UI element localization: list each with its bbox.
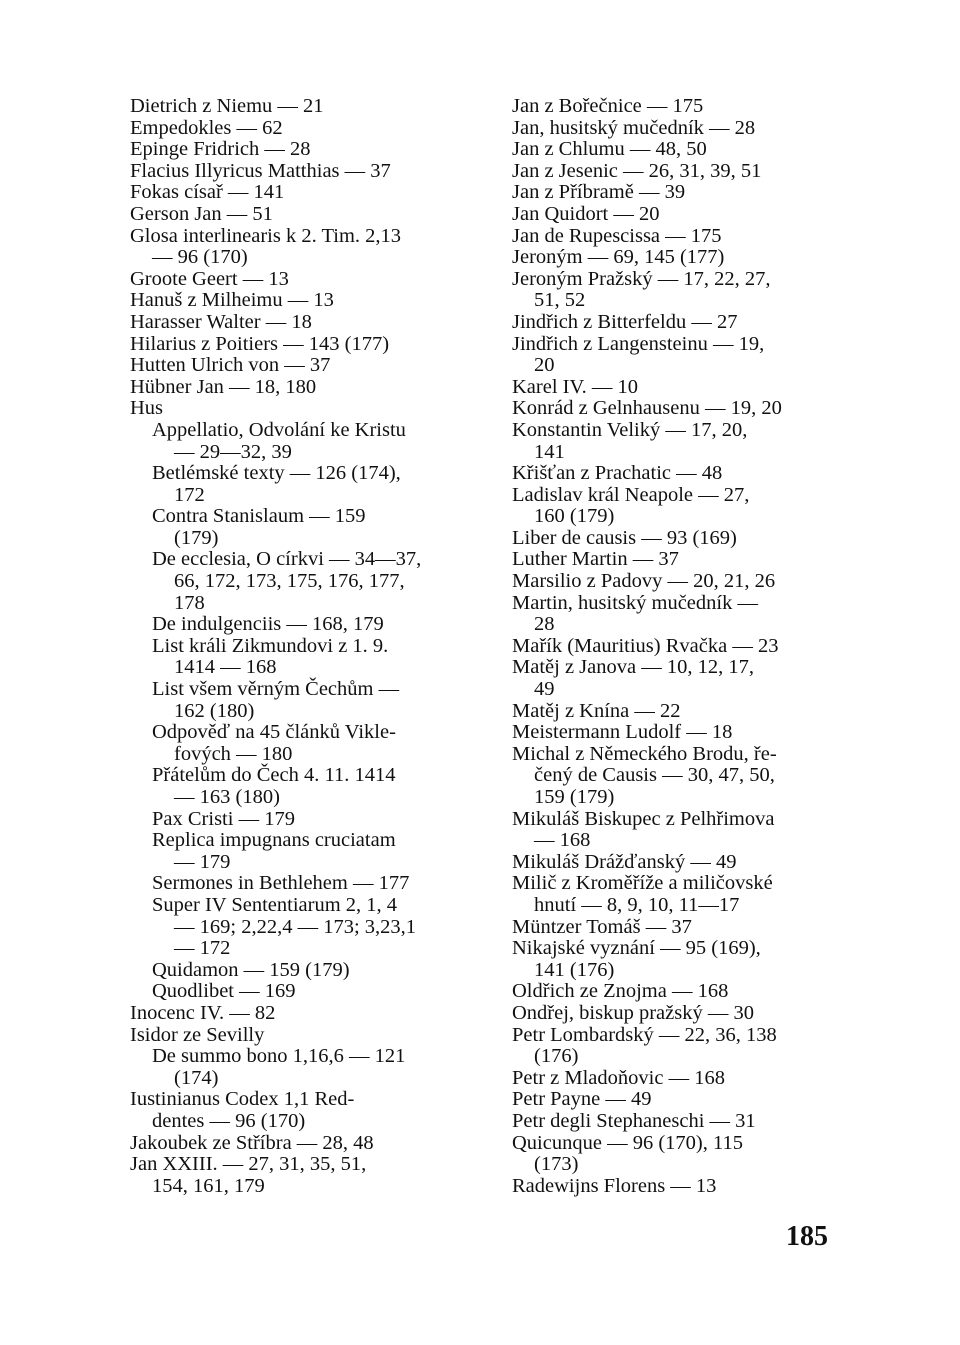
index-entry-continuation: — 179 — [174, 850, 231, 873]
index-entry-continuation: De ecclesia, O církvi — 34—37, — [152, 548, 422, 571]
index-entry: Inocenc IV. — 82 — [130, 1001, 276, 1024]
index-entry: Petr z Mladoňovic — 168 — [512, 1066, 725, 1089]
index-entry: Oldřich ze Znojma — 168 — [512, 980, 729, 1003]
index-entry-continuation: — 168 — [534, 829, 591, 852]
index-entry-continuation: Sermones in Bethlehem — 177 — [152, 872, 410, 895]
index-entry-continuation: Pax Cristi — 179 — [152, 807, 295, 830]
index-entry-continuation: List všem věrným Čechům — — [152, 678, 400, 701]
index-entry: Konrád z Gelnhausenu — 19, 20 — [512, 397, 782, 420]
page-number: 185 — [786, 1221, 828, 1252]
index-entry-continuation: (174) — [174, 1066, 219, 1089]
index-entry: Nikajské vyznání — 95 (169), — [512, 937, 761, 960]
index-entry-continuation: hnutí — 8, 9, 10, 11—17 — [534, 893, 740, 916]
index-entry-continuation: 1414 — 168 — [174, 656, 277, 679]
index-entry: Gerson Jan — 51 — [130, 202, 273, 225]
index-entry-continuation: Appellatio, Odvolání ke Kristu — [152, 418, 406, 441]
index-entry: Jindřich z Bitterfeldu — 27 — [512, 310, 738, 333]
index-entry: Matěj z Knína — 22 — [512, 699, 681, 722]
index-entry: Michal z Německého Brodu, ře- — [512, 742, 777, 765]
index-entry-continuation: 49 — [534, 678, 555, 701]
index-entry: Marsilio z Padovy — 20, 21, 26 — [512, 570, 776, 593]
index-entry: Dietrich z Niemu — 21 — [130, 95, 324, 117]
index-entry: Isidor ze Sevilly — [130, 1023, 265, 1046]
index-column-left — [130, 96, 452, 1197]
index-entry: Flacius Illyricus Matthias — 37 — [130, 159, 391, 182]
index-entry-continuation: 141 (176) — [534, 958, 615, 981]
index-entry-continuation: 162 (180) — [174, 699, 255, 722]
index-entry-continuation: De summo bono 1,16,6 — 121 — [152, 1045, 406, 1068]
index-entry-continuation: 154, 161, 179 — [152, 1174, 265, 1197]
index-entry-continuation: — 172 — [174, 937, 231, 960]
index-entry-continuation: — 29—32, 39 — [174, 440, 292, 463]
index-entry: Glosa interlinearis k 2. Tim. 2,13 — [130, 224, 402, 247]
index-entry: Harasser Walter — 18 — [130, 310, 312, 333]
index-entry: Mařík (Mauritius) Rvačka — 23 — [512, 634, 779, 657]
index-entry: Jan de Rupescissa — 175 — [512, 224, 722, 247]
index-entry-continuation: 172 — [174, 483, 205, 506]
index-entry: Konstantin Veliký — 17, 20, — [512, 418, 748, 441]
index-entry: Iustinianus Codex 1,1 Red- — [130, 1088, 355, 1111]
index-entry-continuation: Betlémské texty — 126 (174), — [152, 462, 401, 485]
index-entry: Milič z Kroměříže a miličovské — [512, 872, 773, 895]
index-entry-continuation: dentes — 96 (170) — [152, 1109, 306, 1132]
index-entry: Petr degli Stephaneschi — 31 — [512, 1109, 756, 1132]
index-entry: Jan z Příbramě — 39 — [512, 181, 686, 204]
index-entry: Karel IV. — 10 — [512, 375, 639, 398]
index-entry-continuation: 178 — [174, 591, 205, 614]
index-entry-continuation: čený de Causis — 30, 47, 50, — [534, 764, 775, 787]
index-entry-continuation: 159 (179) — [534, 786, 615, 808]
index-entry-continuation: Replica impugnans cruciatam — [152, 829, 396, 852]
index-entry-continuation: — 169; 2,22,4 — 173; 3,23,1 — [174, 915, 417, 938]
index-entry-continuation: 51, 52 — [534, 289, 586, 312]
index-entry: Fokas císař — 141 — [130, 181, 285, 204]
index-entry-continuation: 160 (179) — [534, 505, 615, 528]
index-entry: Jakoubek ze Stříbra — 28, 48 — [130, 1131, 374, 1154]
index-entry: Mikuláš Biskupec z Pelhřimova — [512, 807, 775, 830]
index-entry: Ondřej, biskup pražský — 30 — [512, 1001, 754, 1024]
index-entry: Hübner Jan — 18, 180 — [130, 375, 317, 398]
index-entry: Epinge Fridrich — 28 — [130, 138, 311, 161]
index-entry-continuation: (179) — [174, 526, 219, 549]
index-entry-continuation: List králi Zikmundovi z 1. 9. — [152, 634, 389, 657]
index-entry-continuation: Quodlibet — 169 — [152, 980, 296, 1003]
index-entry: Jeroným Pražský — 17, 22, 27, — [512, 267, 771, 290]
index-column-right — [512, 96, 840, 1197]
index-entry: Petr Lombardský — 22, 36, 138 — [512, 1023, 777, 1046]
index-entry-continuation: fových — 180 — [174, 742, 293, 765]
index-entry-continuation: Super IV Sententiarum 2, 1, 4 — [152, 893, 398, 916]
index-entry: Meistermann Ludolf — 18 — [512, 721, 733, 744]
index-entry: Mikuláš Drážďanský — 49 — [512, 850, 737, 873]
index-entry: Hutten Ulrich von — 37 — [130, 354, 331, 377]
index-entry: Radewijns Florens — 13 — [512, 1174, 717, 1197]
index-entry-continuation: — 96 (170) — [152, 246, 248, 269]
index-entry-continuation: 28 — [534, 613, 555, 636]
index-entry: Jindřich z Langensteinu — 19, — [512, 332, 765, 355]
index-entry-continuation: Přátelům do Čech 4. 11. 1414 — [152, 764, 396, 787]
index-entry: Quicunque — 96 (170), 115 — [512, 1131, 743, 1154]
index-entry-continuation: 66, 172, 173, 175, 176, 177, — [174, 570, 405, 593]
index-entry: Petr Payne — 49 — [512, 1088, 652, 1111]
index-entry-continuation: — 163 (180) — [174, 786, 280, 808]
index-entry-continuation: De indulgenciis — 168, 179 — [152, 613, 384, 636]
index-entry: Hilarius z Poitiers — 143 (177) — [130, 332, 390, 355]
index-entry-continuation: Quidamon — 159 (179) — [152, 958, 350, 981]
index-entry: Groote Geert — 13 — [130, 267, 289, 290]
index-entry: Jan XXIII. — 27, 31, 35, 51, — [130, 1153, 367, 1176]
index-entry: Hus — [130, 397, 164, 420]
index-entry: Matěj z Janova — 10, 12, 17, — [512, 656, 754, 679]
index-entry: Jan z Bořečnice — 175 — [512, 95, 704, 117]
index-entry: Jan z Jesenic — 26, 31, 39, 51 — [512, 159, 762, 182]
index-entry-continuation: 20 — [534, 354, 555, 377]
index-entry-continuation: Odpověď na 45 článků Vikle- — [152, 721, 396, 744]
index-entry: Křišťan z Prachatic — 48 — [512, 462, 723, 485]
index-entry: Luther Martin — 37 — [512, 548, 679, 571]
index-entry: Martin, husitský mučedník — — [512, 591, 758, 614]
index-entry: Hanuš z Milheimu — 13 — [130, 289, 334, 312]
index-entry: Ladislav král Neapole — 27, — [512, 483, 750, 506]
index-entry: Jeroným — 69, 145 (177) — [512, 246, 725, 269]
index-entry: Müntzer Tomáš — 37 — [512, 915, 692, 938]
index-entry: Liber de causis — 93 (169) — [512, 526, 737, 549]
index-entry-continuation: (173) — [534, 1153, 579, 1176]
index-entry: Jan, husitský mučedník — 28 — [512, 116, 756, 139]
index-entry: Jan z Chlumu — 48, 50 — [512, 138, 707, 161]
index-entry: Jan Quidort — 20 — [512, 202, 660, 225]
index-entry-continuation: Contra Stanislaum — 159 — [152, 505, 366, 528]
index-entry-continuation: 141 — [534, 440, 565, 463]
index-entry-continuation: (176) — [534, 1045, 579, 1068]
index-entry: Empedokles — 62 — [130, 116, 283, 139]
